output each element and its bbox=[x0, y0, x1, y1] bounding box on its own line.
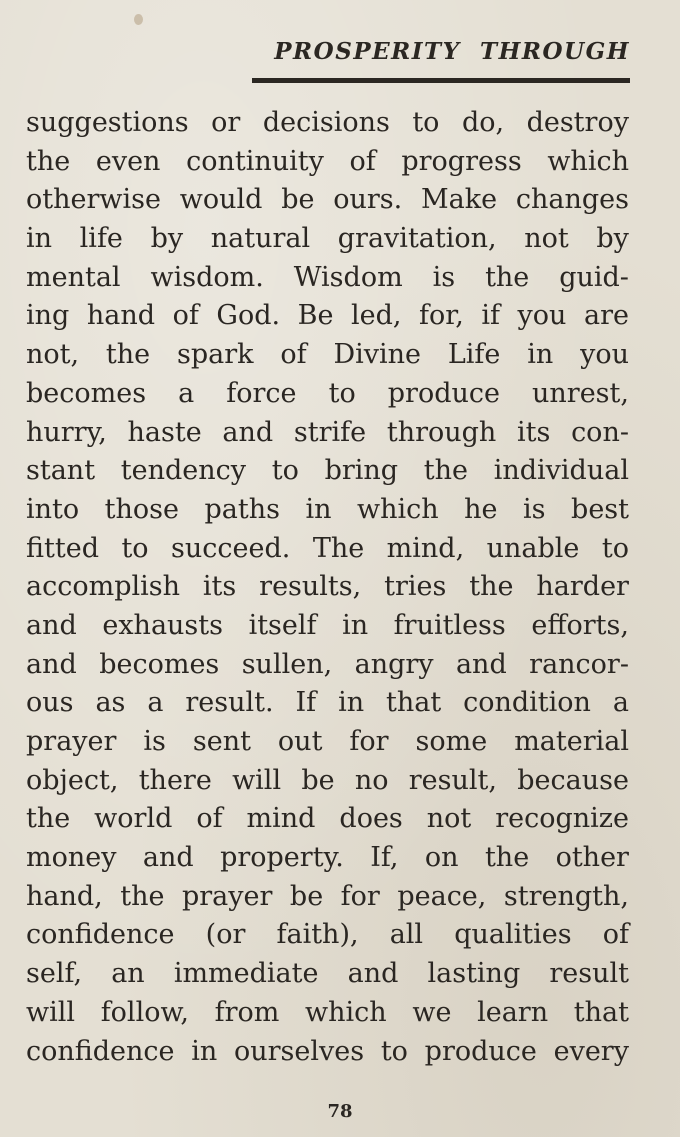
text-line: the even continuity of progress which bbox=[26, 145, 629, 177]
text-line: stant tendency to bring the individual bbox=[26, 455, 629, 487]
paper-stain bbox=[134, 14, 143, 25]
text-line: confidence in ourselves to produce every bbox=[26, 1035, 629, 1067]
text-line: confidence (or faith), all qualities of bbox=[26, 919, 629, 951]
text-line: self, an immediate and lasting result bbox=[26, 958, 629, 990]
text-line: and exhausts itself in fruitless efforts, bbox=[26, 609, 629, 641]
text-line: accomplish its results, tries the harder bbox=[26, 571, 629, 603]
text-line: and becomes sullen, angry and rancor- bbox=[26, 648, 629, 680]
text-line: hurry, haste and strife through its con- bbox=[26, 416, 629, 448]
text-line: into those paths in which he is best bbox=[26, 493, 629, 525]
text-line: otherwise would be ours. Make changes bbox=[26, 184, 629, 216]
text-line: mental wisdom. Wisdom is the guid- bbox=[26, 261, 629, 293]
running-head-rule bbox=[252, 78, 630, 83]
text-line: prayer is sent out for some material bbox=[26, 726, 629, 757]
text-line: becomes a force to produce unrest, bbox=[26, 377, 629, 409]
text-line: money and property. If, on the other bbox=[26, 842, 629, 874]
text-line: in life by natural gravitation, not by bbox=[26, 223, 629, 255]
running-head: PROSPERITY THROUGH bbox=[274, 38, 630, 65]
text-line: will follow, from which we learn that bbox=[26, 996, 629, 1028]
text-line: object, there will be no result, because bbox=[26, 764, 629, 796]
body-text bbox=[26, 104, 629, 1071]
text-line: fitted to succeed. The mind, unable to bbox=[26, 532, 629, 564]
text-line: ous as a result. If in that condition a bbox=[26, 687, 629, 719]
text-line: suggestions or decisions to do, destroy bbox=[26, 107, 629, 138]
text-line: hand, the prayer be for peace, strength, bbox=[26, 880, 629, 912]
page-number: 78 bbox=[327, 1101, 353, 1122]
text-line: not, the spark of Divine Life in you bbox=[26, 339, 629, 371]
text-line: ing hand of God. Be led, for, if you are bbox=[26, 300, 629, 332]
text-line: the world of mind does not recognize bbox=[26, 803, 629, 835]
